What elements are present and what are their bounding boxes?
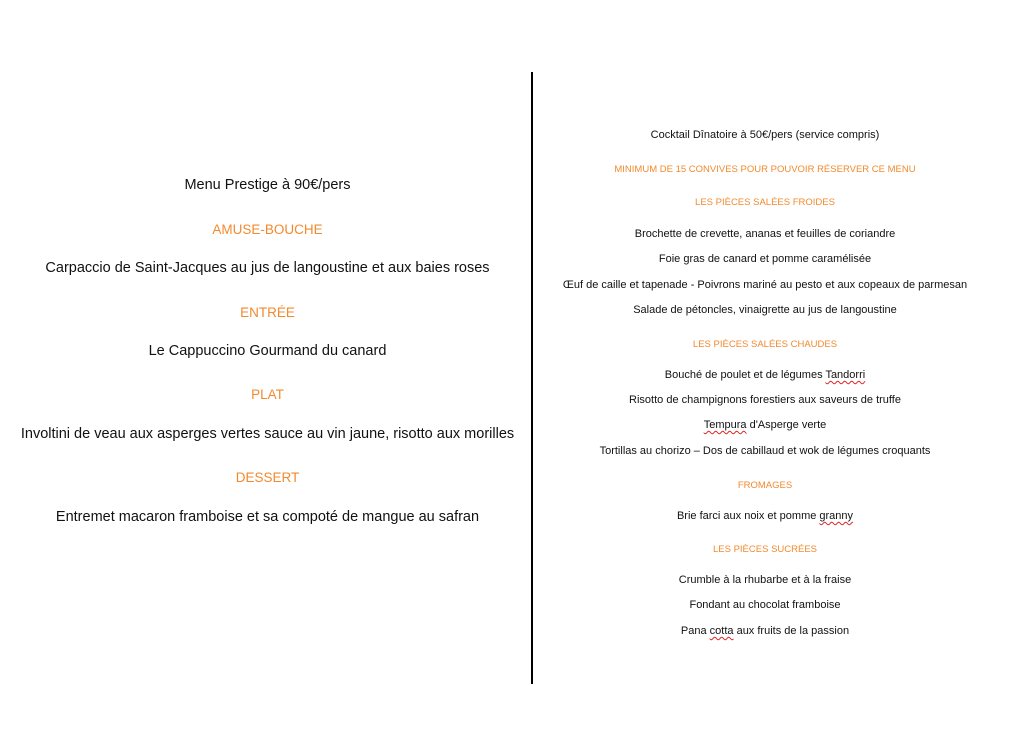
sweet-item-2: Fondant au chocolat framboise xyxy=(689,599,841,611)
spellcheck-word: cotta xyxy=(709,625,734,637)
column-divider xyxy=(531,72,533,684)
dessert-heading: DESSERT xyxy=(235,470,300,485)
cold-item-3: Œuf de caille et tapenade - Poivrons mariné au pesto et aux copeaux de parmesan xyxy=(562,279,968,291)
hot-item-1: Bouché de poulet et de légumes Tandorri xyxy=(664,369,866,381)
spellcheck-word: Tandorri xyxy=(825,369,866,381)
cold-item-4: Salade de pétoncles, vinaigrette au jus de langoustine xyxy=(633,304,897,316)
plat-dish: Involtini de veau aux asperges vertes sauce au vin jaune, risotto aux morilles xyxy=(20,426,515,442)
hot-savory-heading: LES PIÈCES SALÉES CHAUDES xyxy=(692,339,838,350)
cold-item-2: Foie gras de canard et pomme caramélisée xyxy=(658,253,872,265)
plat-heading: PLAT xyxy=(251,387,284,402)
minimum-guests-note: MINIMUM DE 15 CONVIVES POUR POUVOIR RÉSERVER CE MENU xyxy=(614,164,916,175)
hot-item-3: Tempura d'Asperge verte xyxy=(703,419,827,431)
cocktail-menu-title: Cocktail Dînatoire à 50€/pers (service compris) xyxy=(650,129,880,141)
sweet-item-1: Crumble à la rhubarbe et à la fraise xyxy=(678,574,852,586)
cheese-item-1: Brie farci aux noix et pomme granny xyxy=(676,510,854,522)
sweet-item-3: Pana cotta aux fruits de la passion xyxy=(680,625,850,637)
spellcheck-word: Tempura xyxy=(703,419,747,431)
entree-heading: ENTRÉE xyxy=(240,305,295,320)
hot-item-2: Risotto de champignons forestiers aux saveurs de truffe xyxy=(629,394,901,406)
cheeses-heading: FROMAGES xyxy=(737,480,793,491)
hot-item-4: Tortillas au chorizo – Dos de cabillaud et wok de légumes croquants xyxy=(599,445,931,457)
amuse-bouche-heading: AMUSE-BOUCHE xyxy=(212,222,323,237)
amuse-bouche-dish: Carpaccio de Saint-Jacques au jus de langoustine et aux baies roses xyxy=(45,260,490,276)
sweets-heading: LES PIÈCES SUCRÉES xyxy=(712,544,817,555)
dessert-dish: Entremet macaron framboise et sa compoté de mangue au safran xyxy=(55,509,480,525)
prestige-menu-title: Menu Prestige à 90€/pers xyxy=(184,177,351,193)
entree-dish: Le Cappuccino Gourmand du canard xyxy=(148,343,387,359)
cold-item-1: Brochette de crevette, ananas et feuilles de coriandre xyxy=(634,228,896,240)
spellcheck-word: granny xyxy=(819,510,854,522)
cold-savory-heading: LES PIÈCES SALÉES FROIDES xyxy=(695,197,835,208)
